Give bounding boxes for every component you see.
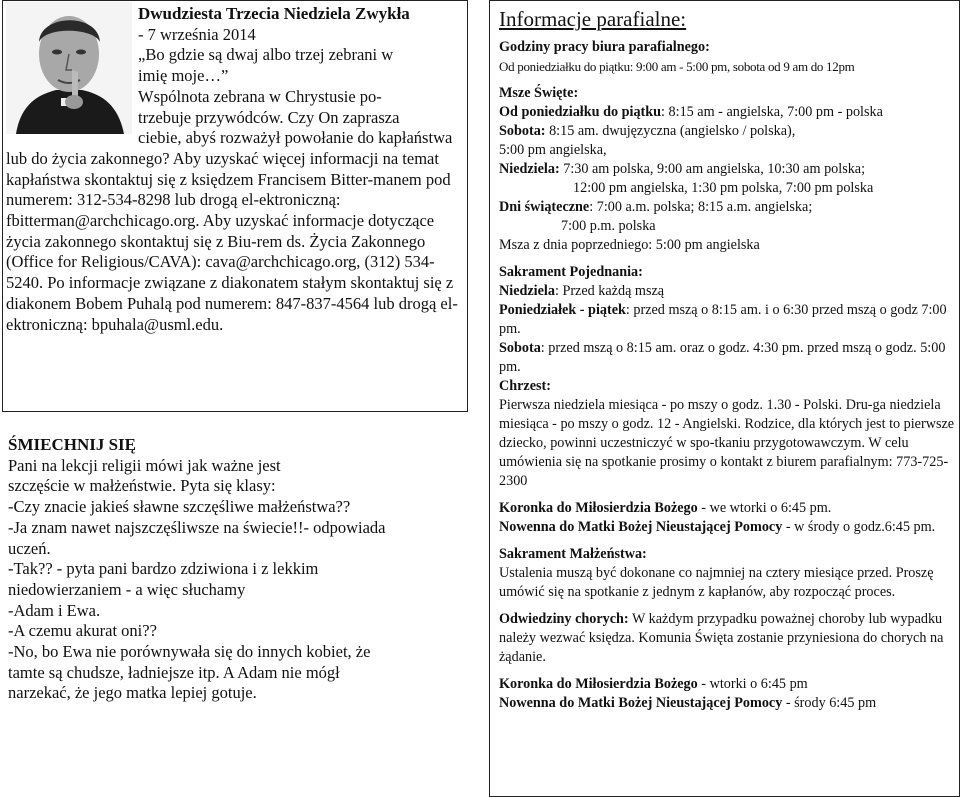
chaplet-info-2: Koronka do Miłosierdzia Bożego - wtorki o 6:45 pm	[499, 676, 808, 692]
mass-weekday: Od poniedziałku do piątku: 8:15 am - angielska, 7:00 pm - polska	[499, 104, 883, 120]
joke-line: narzekać, że jego matka lepiej gotuje.	[8, 683, 257, 703]
chaplet-info: Koronka do Miłosierdzia Bożego - we wtorki o 6:45 pm.	[499, 500, 832, 516]
parish-info-title: Informacje parafialne:	[499, 7, 687, 31]
joke-line: -No, bo Ewa nie porównywała się do innych kobiet, że	[8, 642, 371, 662]
confession-saturday: Sobota: przed mszą o 8:15 am. oraz o godz. 4:30 pm. przed mszą o godz. 5:00 pm.	[499, 340, 946, 375]
parish-info	[499, 6, 955, 713]
marriage-heading: Sakrament Małżeństwa:	[499, 546, 647, 562]
mass-holy-days-2: 7:00 p.m. polska	[561, 218, 656, 234]
office-hours-text: Od poniedziałku do piątku: 9:00 am - 5:00 pm, sobota od 9 am do 12pm	[499, 59, 855, 74]
quote-line-1: „Bo gdzie są dwaj albo trzej zebrani w	[138, 45, 394, 65]
baptism-heading: Chrzest:	[499, 378, 551, 394]
article-title: Dwudziesta Trzecia Niedziela Zwykła	[138, 4, 410, 23]
confession-sunday: Niedziela: Przed każdą mszą	[499, 283, 665, 299]
vocation-article	[6, 4, 460, 335]
mass-holy-days: Dni świąteczne: 7:00 a.m. polska; 8:15 a.m. angielska;	[499, 199, 813, 215]
article-date: - 7 września 2014	[138, 24, 256, 44]
confession-heading: Sakrament Pojednania:	[499, 264, 643, 280]
joke-line: -A czemu akurat oni??	[8, 621, 157, 641]
joke-line: Pani na lekcji religii mówi jak ważne jest	[8, 455, 281, 475]
joke-line: -Czy znacie jakieś sławne szczęśliwe małżeństwa??	[8, 497, 351, 517]
joke-section	[8, 435, 460, 704]
article-line-1: Wspólnota zebrana w Chrystusie po-	[138, 86, 382, 106]
mass-sunday-2: 12:00 pm angielska, 1:30 pm polska, 7:00 pm polska	[573, 180, 874, 196]
baptism-text: Pierwsza niedziela miesiąca - po mszy o godz. 1.30 - Polski. Dru-ga niedziela miesiąca - po mszy o godz. 12 - Angielski. Rodzice, dla których jest to pierwsze dziecko, powinni uczestniczyć w spo-tkaniu przygotowawczym. W celu umówienia się na spotkanie prosimy o kontakt z biurem parafialnym: 773-725-2300	[499, 397, 955, 489]
joke-line: szczęście w małżeństwie. Pyta się klasy:	[8, 476, 276, 496]
marriage-text: Ustalenia muszą być dokonane co najmniej na cztery miesiące przed. Proszę umówić się na spotkanie z jednym z kapłanów, aby rozpocząć proces.	[499, 565, 934, 600]
mass-heading: Msze Święte:	[499, 85, 579, 101]
novena-info-2: Nowenna do Matki Bożej Nieustającej Pomocy - środy 6:45 pm	[499, 695, 877, 711]
joke-heading: ŚMIECHNIJ SIĘ	[8, 435, 137, 454]
confession-weekday: Poniedziałek - piątek: przed mszą o 8:15 am. i o 6:30 przed mszą o godz 7:00 pm.	[499, 302, 947, 337]
office-hours-heading: Godziny pracy biura parafialnego:	[499, 39, 710, 55]
novena-info: Nowenna do Matki Bożej Nieustającej Pomocy - w środy o godz.6:45 pm.	[499, 519, 936, 535]
article-line-2: trzebuje przywódców. Czy On zaprasza	[138, 107, 400, 127]
joke-line: tamte są chudsze, ładniejsze itp. A Adam nie mógł	[8, 662, 340, 682]
sick-visits: Odwiedziny chorych: W każdym przypadku poważnej choroby lub wypadku należy wezwać księdza. Komunia Święta zostanie przyniesiona do chorych na żądanie.	[499, 611, 944, 665]
quote-line-2: imię moje…”	[138, 66, 229, 86]
joke-line: -Tak?? - pyta pani bardzo zdziwiona i z lekkim	[8, 559, 319, 579]
joke-line: niedowierzaniem - a więc słuchamy	[8, 579, 246, 599]
mass-saturday-2: 5:00 pm angielska,	[499, 142, 607, 158]
mass-vigil: Msza z dnia poprzedniego: 5:00 pm angielska	[499, 237, 760, 253]
mass-sunday: Niedziela: 7:30 am polska, 9:00 am angielska, 10:30 am polska;	[499, 161, 866, 177]
article-body: ciebie, abyś rozważył powołanie do kapłaństwa lub do życia zakonnego? Aby uzyskać więcej informacji na temat kapłaństwa skontaktuj się z księdzem Francisem Bitter-manem pod numerem: 312-534-8298 lub drogą el-ektroniczną: fbitterman@archchicago.org. Aby uzyskać informacje dotyczące życia zakonnego skontaktuj się z Biu-rem ds. Życia Zakonnego (Office for Religious/CAVA): cava@archchicago.org, (312) 534-5240. Po informacje związane z diakonatem stałym skontaktuj się z diakonem Bobem Puhalą pod numerem: 847-837-4564 lub drogą el-ektroniczną: bpuhala@usml.edu.	[6, 128, 458, 334]
joke-line: uczeń.	[8, 538, 51, 558]
joke-line: -Adam i Ewa.	[8, 600, 101, 620]
joke-line: -Ja znam nawet najszczęśliwsze na świecie!!- odpowiada	[8, 517, 386, 537]
mass-saturday: Sobota: 8:15 am. dwujęzyczna (angielsko / polska),	[499, 123, 796, 139]
